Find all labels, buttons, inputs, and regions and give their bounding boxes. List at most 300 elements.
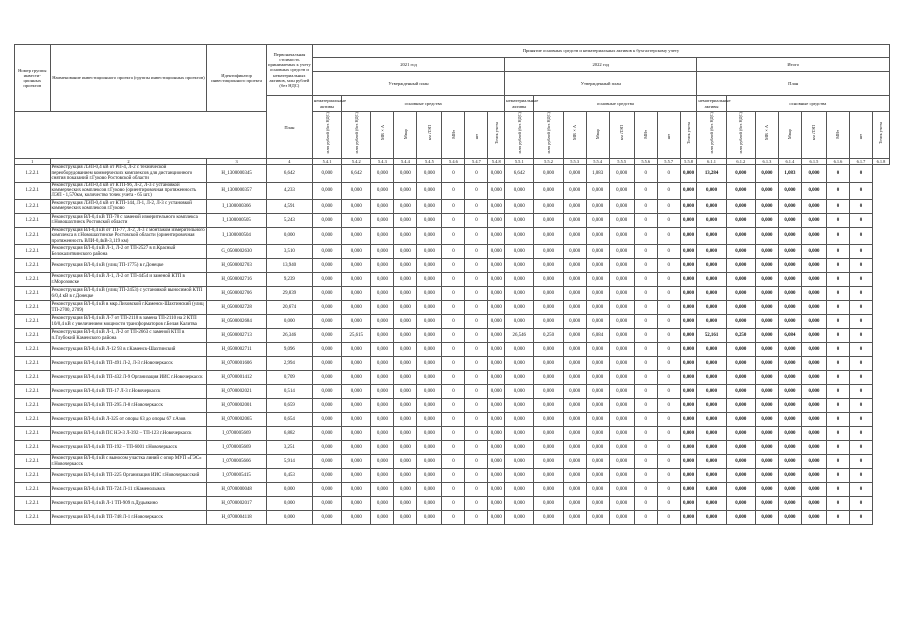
- plan-value-cell: 6,882: [266, 427, 312, 441]
- value-cell: 0: [657, 329, 680, 343]
- value-cell: 0: [849, 199, 872, 213]
- value-cell: 0,000: [488, 371, 505, 385]
- subcol-label: шт: [858, 133, 864, 140]
- subcol-label: км ЛЭП: [619, 125, 625, 141]
- value-cell: 0,000: [609, 399, 634, 413]
- value-cell: 0: [634, 301, 657, 315]
- subcol-label: Мвар: [787, 129, 793, 140]
- table-row: [15, 199, 890, 213]
- subcol-label: млн рублей (без НДС): [324, 112, 330, 154]
- value-cell: 0,250: [534, 329, 563, 343]
- value-cell: 0,000: [394, 301, 417, 315]
- value-cell: 0,000: [534, 483, 563, 497]
- value-cell: 0,000: [312, 259, 341, 273]
- value-cell: 0,000: [563, 343, 586, 357]
- value-cell: 0,000: [417, 343, 442, 357]
- plan-value-cell: 0,654: [266, 413, 312, 427]
- value-cell: 0,000: [755, 165, 778, 182]
- intangible-header: нематериальные активы: [312, 96, 341, 112]
- plan-value-cell: 0,000: [266, 511, 312, 525]
- project-id-cell: H_0700002021: [207, 385, 267, 399]
- value-cell: 0,000: [801, 259, 826, 273]
- value-cell: 0: [634, 343, 657, 357]
- value-cell: 0: [849, 287, 872, 301]
- project-name-cell: Реконструкция ВЛ-0,4 кВ ПС НЭ-3 Л-392 – ТП-123 г.Новочеркасск: [50, 427, 207, 441]
- value-cell: 0,000: [726, 413, 755, 427]
- subcol-label: МВт: [450, 130, 456, 140]
- table-row: [15, 273, 890, 287]
- subcol-header: [657, 112, 680, 159]
- value-cell: 0,000: [394, 315, 417, 329]
- project-name-cell: Реконструкция ВЛ-0,4 кВ Л-1 ТП-909 п.Дудьякино: [50, 497, 207, 511]
- value-cell: 0: [657, 301, 680, 315]
- value-cell: 0,000: [505, 301, 534, 315]
- value-cell: 0: [442, 427, 465, 441]
- value-cell: 0,000: [563, 497, 586, 511]
- value-cell: 0,000: [609, 301, 634, 315]
- project-name-cell: Реконструкция ВЛ-0,4 кВ ТП-748 Л-1 г.Новочеркасск: [50, 511, 207, 525]
- value-cell: 0,000: [417, 227, 442, 244]
- group-number-cell: 1.2.2.1: [15, 455, 51, 469]
- value-cell: 0,000: [801, 427, 826, 441]
- value-cell: 0: [657, 182, 680, 199]
- value-cell: 0,000: [586, 273, 609, 287]
- plan-value-cell: 0,000: [266, 227, 312, 244]
- value-cell: 0,000: [755, 287, 778, 301]
- column-number: 6.1.8: [872, 159, 889, 165]
- value-cell: 0,000: [417, 287, 442, 301]
- value-cell: 0: [634, 245, 657, 259]
- value-cell: 0,000: [726, 357, 755, 371]
- table-row: [15, 413, 890, 427]
- value-cell: 0: [465, 427, 488, 441]
- value-cell: 0,000: [534, 227, 563, 244]
- project-name-cell: Реконструкция ВЛ-0,4 кВ ТП-295 Л-8 г.Новочеркасск: [50, 399, 207, 413]
- table-row: [15, 259, 890, 273]
- project-id-cell: H_0500002706: [207, 287, 267, 301]
- value-cell: 0,000: [801, 329, 826, 343]
- value-cell: 0,000: [586, 343, 609, 357]
- table-row: [15, 343, 890, 357]
- value-cell: 0,000: [417, 483, 442, 497]
- value-cell: 0: [849, 315, 872, 329]
- value-cell: 0,000: [801, 399, 826, 413]
- value-cell: 0: [657, 287, 680, 301]
- group-number-cell: 1.2.2.1: [15, 199, 51, 213]
- value-cell: 0,000: [534, 455, 563, 469]
- subcol-label: Точек учета: [493, 121, 499, 144]
- group-number-cell: 1.2.2.1: [15, 511, 51, 525]
- table-row: [15, 227, 890, 244]
- value-cell: 0: [465, 165, 488, 182]
- column-number: 1: [15, 159, 51, 165]
- value-cell: 0,000: [755, 399, 778, 413]
- value-cell: 0: [657, 343, 680, 357]
- value-cell: 25,615: [342, 329, 371, 343]
- value-cell: 0: [849, 245, 872, 259]
- value-cell: 0,000: [697, 441, 726, 455]
- value-cell: 0,000: [342, 199, 371, 213]
- value-cell: 0,000: [312, 199, 341, 213]
- value-cell: 0,000: [563, 385, 586, 399]
- subcol-header: [394, 112, 417, 159]
- table-row: [15, 182, 890, 199]
- group-number-cell: 1.2.2.1: [15, 213, 51, 227]
- column-number: 5.5.7: [657, 159, 680, 165]
- project-id-cell: I_0700005669: [207, 427, 267, 441]
- value-cell: 0: [442, 441, 465, 455]
- group-number-cell: 1.2.2.1: [15, 427, 51, 441]
- value-cell: 0,000: [394, 469, 417, 483]
- value-cell: 0: [849, 165, 872, 182]
- value-cell: 0,000: [417, 455, 442, 469]
- value-cell: 0,000: [778, 245, 801, 259]
- value-cell: 0,000: [394, 357, 417, 371]
- value-cell: 0,000: [488, 329, 505, 343]
- value-cell: 0,000: [342, 497, 371, 511]
- value-cell: 0,000: [586, 441, 609, 455]
- value-cell: 0: [442, 199, 465, 213]
- value-cell: 0,000: [726, 259, 755, 273]
- value-cell: 0,000: [755, 441, 778, 455]
- value-cell: 0,000: [488, 227, 505, 244]
- project-id-cell: G_0500002630: [207, 245, 267, 259]
- value-cell: 0,000: [778, 441, 801, 455]
- project-name-cell: Реконструкция ВЛ-0,4 кВ Л-1, Л-2 от ТП-4454 и заменой КТП в г.Морозовске: [50, 273, 207, 287]
- value-cell: 0,000: [371, 385, 394, 399]
- value-cell: 0: [465, 213, 488, 227]
- value-cell: 0,000: [534, 343, 563, 357]
- value-cell: 0,000: [342, 182, 371, 199]
- project-id-cell: H_0700002001: [207, 399, 267, 413]
- value-cell: 0,000: [726, 343, 755, 357]
- value-cell: 0,000: [371, 427, 394, 441]
- group-number-cell: 1.2.2.1: [15, 413, 51, 427]
- group-number-cell: 1.2.2.1: [15, 399, 51, 413]
- value-cell: 0: [849, 469, 872, 483]
- value-cell: 0,000: [371, 199, 394, 213]
- value-cell: 0,000: [417, 245, 442, 259]
- value-cell: 0,000: [488, 287, 505, 301]
- table-row: [15, 497, 890, 511]
- value-cell: 0,000: [586, 469, 609, 483]
- table-row: [15, 315, 890, 329]
- value-cell: 0: [657, 413, 680, 427]
- column-number: 5.4.6: [442, 159, 465, 165]
- project-name-cell: Реконструкция ВЛ-0,4 кВ с выносом участка линий с опор МУП «ГЭС» г.Новочеркасск: [50, 455, 207, 469]
- project-name-cell: Реконструкция ВЛ-0,4 кВ ТП-724 Л-11 г.Каменолымск: [50, 483, 207, 497]
- value-cell: 0: [826, 227, 849, 244]
- value-cell: 0: [826, 165, 849, 182]
- value-cell: 0,000: [488, 483, 505, 497]
- subcol-label: Мвар: [595, 129, 601, 140]
- subcol-header: [697, 112, 726, 159]
- value-cell: 0,000: [563, 455, 586, 469]
- value-cell: 0,000: [778, 399, 801, 413]
- value-cell: 0,000: [755, 511, 778, 525]
- value-cell: 0,000: [563, 329, 586, 343]
- value-cell: 0,000: [394, 165, 417, 182]
- value-cell: 0: [465, 441, 488, 455]
- value-cell: 0: [465, 497, 488, 511]
- table-row: [15, 301, 890, 315]
- table-row: [15, 213, 890, 227]
- value-cell: 0,000: [488, 213, 505, 227]
- table-row: [15, 357, 890, 371]
- value-cell: 0: [465, 259, 488, 273]
- subcol-header: [505, 112, 534, 159]
- fixed-assets-header: основные средства: [726, 96, 889, 112]
- value-cell: 0,000: [488, 199, 505, 213]
- value-cell: 0: [849, 455, 872, 469]
- value-cell: 0,000: [801, 343, 826, 357]
- year-total: Итого: [697, 58, 890, 72]
- value-cell: 0,000: [609, 371, 634, 385]
- value-cell: 0,000: [697, 399, 726, 413]
- value-cell: 0: [465, 301, 488, 315]
- value-cell: 0,000: [609, 287, 634, 301]
- value-cell: 0,000: [534, 199, 563, 213]
- column-number: 5.4.8: [488, 159, 505, 165]
- value-cell: 0,000: [505, 199, 534, 213]
- value-cell: 0,000: [505, 455, 534, 469]
- plan-value-cell: 3,251: [266, 441, 312, 455]
- plan-value-cell: 0,514: [266, 385, 312, 399]
- value-cell: 0,000: [534, 399, 563, 413]
- plan-value-cell: 0,000: [266, 483, 312, 497]
- value-cell: 0,000: [801, 511, 826, 525]
- value-cell: 0,000: [563, 399, 586, 413]
- value-cell: 0: [849, 343, 872, 357]
- value-cell: 0,000: [417, 441, 442, 455]
- fixed-assets-header: основные средства: [534, 96, 697, 112]
- value-cell: 0,000: [778, 483, 801, 497]
- value-cell: 0,000: [755, 385, 778, 399]
- value-cell: 6,642: [505, 165, 534, 182]
- value-cell: 0,000: [534, 287, 563, 301]
- value-cell: 0: [826, 287, 849, 301]
- value-cell: 0,000: [680, 329, 697, 343]
- plan-value-cell: 26,346: [266, 329, 312, 343]
- value-cell: 0: [657, 441, 680, 455]
- column-number: 5.5.6: [634, 159, 657, 165]
- plan-value-cell: 4,233: [266, 182, 312, 199]
- value-cell: 0: [849, 301, 872, 315]
- value-cell: 0,000: [488, 413, 505, 427]
- value-cell: 0,000: [778, 315, 801, 329]
- value-cell: 0,000: [394, 399, 417, 413]
- value-cell: 0,000: [697, 385, 726, 399]
- value-cell: 0,000: [563, 315, 586, 329]
- value-cell: 6,642: [342, 165, 371, 182]
- value-cell: 0,000: [342, 245, 371, 259]
- value-cell: 0,000: [342, 301, 371, 315]
- value-cell: 0,000: [371, 245, 394, 259]
- value-cell: 0: [849, 357, 872, 371]
- value-cell: 0: [657, 357, 680, 371]
- value-cell: 0,000: [697, 213, 726, 227]
- value-cell: 0: [657, 399, 680, 413]
- value-cell: 0,000: [488, 259, 505, 273]
- value-cell: 0,000: [505, 343, 534, 357]
- value-cell: 0,000: [371, 329, 394, 343]
- value-cell: 13,284: [697, 165, 726, 182]
- value-cell: 0,000: [680, 259, 697, 273]
- value-cell: 0,000: [609, 259, 634, 273]
- value-cell: 0,000: [609, 497, 634, 511]
- value-cell: 0,000: [417, 329, 442, 343]
- value-cell: 0,000: [371, 413, 394, 427]
- project-id-cell: I_0700005666: [207, 455, 267, 469]
- project-id-cell: H_0500002703: [207, 259, 267, 273]
- value-cell: 0,000: [801, 182, 826, 199]
- subcol-label: МВ×А: [572, 125, 578, 141]
- value-cell: 0: [442, 357, 465, 371]
- column-number: 5.5.2: [534, 159, 563, 165]
- value-cell: 0,000: [586, 399, 609, 413]
- table-row: [15, 511, 890, 525]
- column-number: 3: [207, 159, 267, 165]
- value-cell: 0,000: [563, 227, 586, 244]
- project-id-cell: H_0700001606: [207, 357, 267, 371]
- value-cell: 0,000: [312, 287, 341, 301]
- value-cell: 0,000: [680, 455, 697, 469]
- value-cell: 0: [634, 371, 657, 385]
- subcol-header: [778, 112, 801, 159]
- plan-value-cell: 5,243: [266, 213, 312, 227]
- value-cell: 0: [442, 413, 465, 427]
- project-name-cell: Реконструкция ВЛ-0,4 кВ ТП-225 Организация ИИС г.Новочеркасский: [50, 469, 207, 483]
- plan-value-cell: 3,510: [266, 245, 312, 259]
- value-cell: 0,000: [371, 259, 394, 273]
- project-name-cell: Реконструкция ЛЭП-0,4 кВ от КТП-144, Л-1, Л-2, Л-3 с установкой коммерческих комплексов г.Гуково: [50, 199, 207, 213]
- value-cell: 0: [849, 399, 872, 413]
- value-cell: 0,000: [417, 165, 442, 182]
- value-cell: 0,000: [342, 427, 371, 441]
- table-header: [15, 45, 890, 165]
- value-cell: 0,000: [680, 399, 697, 413]
- value-cell: 0,000: [342, 287, 371, 301]
- value-cell: 0,000: [417, 259, 442, 273]
- value-cell: 0: [657, 165, 680, 182]
- value-cell: 0,000: [697, 287, 726, 301]
- value-cell: 0,000: [778, 301, 801, 315]
- value-cell: 0,000: [609, 182, 634, 199]
- value-cell: 0,000: [505, 357, 534, 371]
- project-name-cell: Реконструкция ВЛ-0,4 кВ ТП-78 с заменой измерительного комплекса г.Новошахтинск Ростовской области: [50, 213, 207, 227]
- group-number-cell: 1.2.2.1: [15, 245, 51, 259]
- subcol-label: млн рублей (без НДС): [353, 112, 359, 154]
- value-cell: 0,000: [417, 213, 442, 227]
- value-cell: 0,000: [755, 329, 778, 343]
- value-cell: 0,000: [394, 227, 417, 244]
- value-cell: 0,000: [371, 371, 394, 385]
- value-cell: 0: [657, 469, 680, 483]
- value-cell: 0,000: [312, 301, 341, 315]
- value-cell: 0,000: [505, 227, 534, 244]
- subcol-header: [872, 112, 889, 159]
- value-cell: 0: [442, 497, 465, 511]
- value-cell: 0,000: [505, 399, 534, 413]
- value-cell: 0,000: [534, 165, 563, 182]
- subheader-row: [15, 112, 890, 159]
- plan-value-cell: 9,096: [266, 343, 312, 357]
- value-cell: 0,000: [342, 213, 371, 227]
- subcol-header: [442, 112, 465, 159]
- value-cell: 6,084: [586, 329, 609, 343]
- project-id-cell: H_1300000345: [207, 165, 267, 182]
- value-cell: 0,000: [609, 427, 634, 441]
- value-cell: 0,000: [697, 483, 726, 497]
- project-name-cell: Реконструкция ВЛ-0,4 кВ от ТП-77, Л-2, Л-3 с монтажом измерительного комплекса в г.Новошахтинске Ростовской области (ориентировочная протяженность ВЛИ-0,4кВ-3,119 км): [50, 227, 207, 244]
- value-cell: 0,000: [609, 227, 634, 244]
- subcol-label: млн рублей (без НДС): [516, 112, 522, 154]
- value-cell: 0,000: [778, 259, 801, 273]
- value-cell: 0,000: [312, 441, 341, 455]
- value-cell: 0,000: [755, 259, 778, 273]
- value-cell: 0: [442, 483, 465, 497]
- value-cell: 0,000: [563, 413, 586, 427]
- year-2022: 2022 год: [505, 58, 697, 72]
- column-number: 5.5.4: [586, 159, 609, 165]
- subcol-header: [726, 112, 755, 159]
- value-cell: 0,000: [586, 182, 609, 199]
- value-cell: 0: [634, 182, 657, 199]
- value-cell: 0,000: [801, 301, 826, 315]
- value-cell: 0,000: [697, 273, 726, 287]
- value-cell: 0,000: [697, 427, 726, 441]
- value-cell: 0,000: [726, 441, 755, 455]
- value-cell: 0,000: [778, 273, 801, 287]
- value-cell: 0,000: [563, 441, 586, 455]
- value-cell: 0: [465, 469, 488, 483]
- project-name-cell: Реконструкция ВЛ-0,4 кВ в мкр.Лиховской г.Каменск-Шахтинский (улиц ТП-2700, 2709): [50, 301, 207, 315]
- value-cell: 0,000: [394, 371, 417, 385]
- value-cell: 0,000: [726, 273, 755, 287]
- value-cell: 0,250: [726, 329, 755, 343]
- value-cell: 0,000: [755, 199, 778, 213]
- value-cell: 0,000: [801, 287, 826, 301]
- subcol-label: млн рублей (без НДС): [546, 112, 552, 154]
- table-row: [15, 371, 890, 385]
- subcol-header: [849, 112, 872, 159]
- group-number-cell: 1.2.2.1: [15, 301, 51, 315]
- project-id-cell: H_0700002065: [207, 413, 267, 427]
- value-cell: 0,000: [488, 301, 505, 315]
- value-cell: 0,000: [609, 511, 634, 525]
- value-cell: 0,000: [680, 287, 697, 301]
- plan-value-cell: 6,642: [266, 165, 312, 182]
- table-row: [15, 455, 890, 469]
- value-cell: 0,000: [609, 455, 634, 469]
- value-cell: 0: [849, 182, 872, 199]
- value-cell: 0,000: [371, 227, 394, 244]
- group-number-cell: 1.2.2.1: [15, 329, 51, 343]
- value-cell: 0: [849, 213, 872, 227]
- value-cell: 0,000: [726, 287, 755, 301]
- value-cell: 0,000: [778, 213, 801, 227]
- subcol-label: МВ×А: [764, 125, 770, 141]
- value-cell: 0,000: [726, 427, 755, 441]
- group-number-cell: 1.2.2.1: [15, 315, 51, 329]
- value-cell: 0,000: [726, 455, 755, 469]
- value-cell: 0,000: [505, 427, 534, 441]
- project-id-cell: H_1300000357: [207, 182, 267, 199]
- value-cell: 0,000: [755, 371, 778, 385]
- plan-value-cell: 29,839: [266, 287, 312, 301]
- value-cell: 0,000: [534, 213, 563, 227]
- value-cell: 0,000: [563, 182, 586, 199]
